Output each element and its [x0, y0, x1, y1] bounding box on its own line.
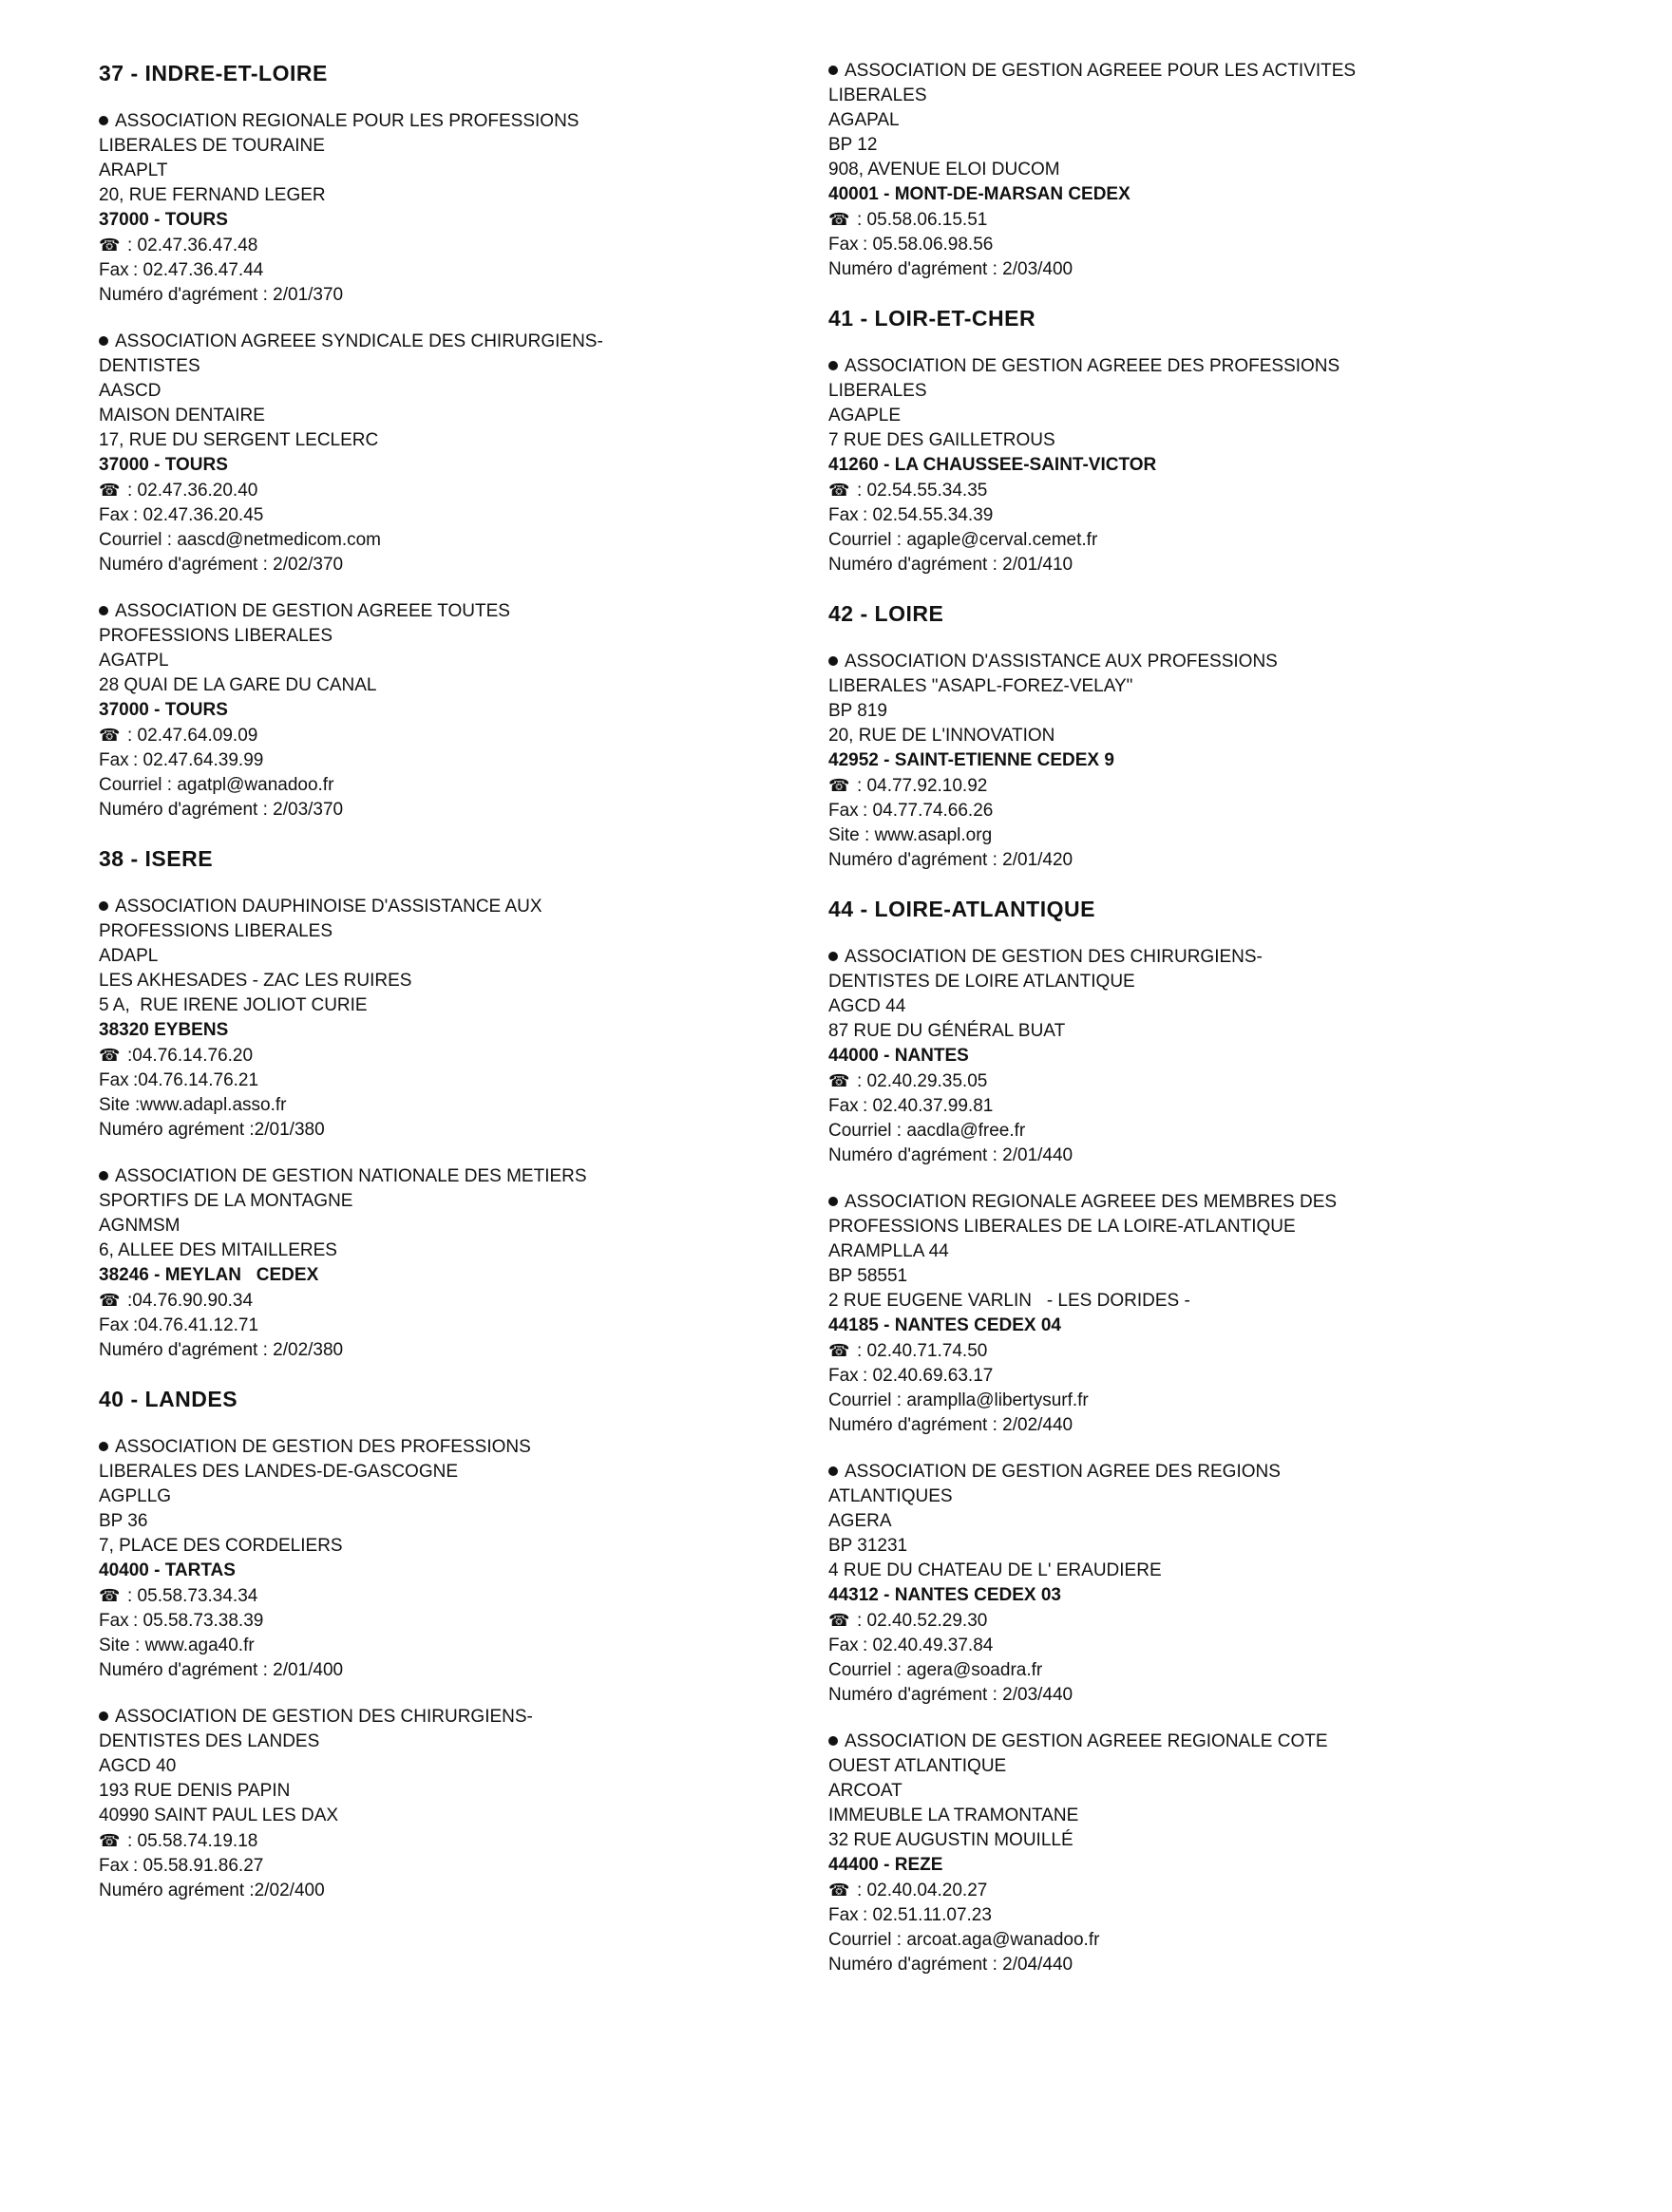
phone-line [828, 478, 1588, 503]
association-entry [828, 59, 1588, 282]
acronym: AGPLLG [99, 1486, 172, 1506]
acronym: ARAPLT [99, 161, 168, 180]
fax-label: Fax [828, 1635, 859, 1655]
telephone-icon: ☎ [828, 776, 850, 795]
agrement-number: Numéro d'agrément : 2/03/400 [828, 259, 1074, 279]
phone-line [828, 1878, 1588, 1903]
postal-city: 40990 SAINT PAUL LES DAX [99, 1806, 339, 1825]
association-name-text: ASSOCIATION D'ASSISTANCE AUX PROFESSIONS [845, 652, 1278, 671]
phone-line [828, 773, 1588, 799]
association-entry [828, 1730, 1588, 1977]
address-line: BP 58551 [828, 1266, 908, 1286]
department-heading: 38 - ISERE [99, 846, 214, 871]
association-entry [99, 599, 783, 822]
fax-label: Fax [99, 260, 129, 280]
telephone-icon: ☎ [828, 481, 850, 500]
bullet-icon [828, 361, 838, 370]
postal-city: 44400 - REZE [828, 1855, 943, 1875]
association-name [99, 1164, 783, 1189]
phone-number: : 05.58.06.15.51 [857, 210, 988, 230]
association-name-cont: PROFESSIONS LIBERALES [99, 626, 333, 646]
agrement-number: Numéro d'agrément : 2/03/370 [99, 800, 344, 820]
postal-city: 40001 - MONT-DE-MARSAN CEDEX [828, 184, 1130, 204]
bullet-icon [99, 1442, 108, 1451]
department-heading: 37 - INDRE-ET-LOIRE [99, 61, 328, 85]
association-name [828, 650, 1588, 674]
contact-line: Courriel : agaple@cerval.cemet.fr [828, 530, 1098, 550]
acronym: AGATPL [99, 651, 169, 671]
acronym: AGCD 44 [828, 996, 906, 1016]
acronym: ARCOAT [828, 1781, 902, 1801]
agrement-number: Numéro d'agrément : 2/01/440 [828, 1145, 1074, 1165]
association-name-text: ASSOCIATION DE GESTION NATIONALE DES METIERS [115, 1166, 587, 1186]
association-name-cont: SPORTIFS DE LA MONTAGNE [99, 1191, 353, 1211]
fax-line [828, 503, 1588, 528]
bullet-icon [828, 1736, 838, 1746]
association-name [99, 109, 783, 134]
phone-number: : 05.58.73.34.34 [127, 1586, 258, 1606]
acronym: AGAPAL [828, 110, 900, 130]
association-name-cont: PROFESSIONS LIBERALES [99, 921, 333, 941]
fax-label: Fax [828, 1905, 859, 1925]
contact-line: Courriel : agera@soadra.fr [828, 1660, 1043, 1680]
bullet-icon [99, 336, 108, 346]
postal-city: 42952 - SAINT-ETIENNE CEDEX 9 [828, 750, 1114, 770]
address-line: BP 12 [828, 135, 878, 155]
phone-number: :04.76.14.76.20 [127, 1046, 254, 1066]
postal-city: 37000 - TOURS [99, 210, 228, 230]
association-name-cont: DENTISTES DE LOIRE ATLANTIQUE [828, 972, 1135, 992]
fax-label: Fax [99, 750, 129, 770]
association-name [99, 895, 783, 919]
phone-number: : 02.40.29.35.05 [857, 1071, 988, 1091]
fax-line [99, 1854, 783, 1879]
address-line: 2 RUE EUGENE VARLIN - LES DORIDES - [828, 1291, 1190, 1311]
postal-city: 41260 - LA CHAUSSEE-SAINT-VICTOR [828, 455, 1157, 475]
telephone-icon: ☎ [99, 236, 121, 255]
department-heading: 40 - LANDES [99, 1387, 238, 1411]
association-name-cont: DENTISTES [99, 356, 200, 376]
association-entry [99, 1705, 783, 1903]
association-entry [99, 895, 783, 1143]
association-name-cont: PROFESSIONS LIBERALES DE LA LOIRE-ATLANTIQUE [828, 1217, 1296, 1237]
bullet-icon [99, 1711, 108, 1721]
fax-line [828, 799, 1588, 823]
association-name-cont: LIBERALES DE TOURAINE [99, 136, 325, 156]
association-entry [828, 354, 1588, 577]
fax-line [99, 1068, 783, 1093]
bullet-icon [99, 606, 108, 615]
association-entry [99, 109, 783, 308]
phone-number: : 02.54.55.34.35 [857, 481, 988, 501]
department-heading: 41 - LOIR-ET-CHER [828, 306, 1036, 331]
fax-number: : 02.40.49.37.84 [863, 1635, 994, 1655]
fax-number: : 02.51.11.07.23 [863, 1905, 992, 1925]
bullet-icon [828, 1466, 838, 1476]
fax-line [99, 748, 783, 773]
fax-line [99, 258, 783, 283]
agrement-number: Numéro d'agrément : 2/01/410 [828, 555, 1074, 575]
postal-city: 40400 - TARTAS [99, 1560, 236, 1580]
fax-label: Fax [99, 1856, 129, 1876]
association-name [828, 1460, 1588, 1484]
address-line: 5 A, RUE IRENE JOLIOT CURIE [99, 995, 368, 1015]
contact-line: Site : www.asapl.org [828, 825, 993, 845]
association-name-text: ASSOCIATION DE GESTION AGREEE REGIONALE COTE [845, 1731, 1328, 1751]
contact-line: Courriel : arcoat.aga@wanadoo.fr [828, 1930, 1100, 1950]
address-line: 4 RUE DU CHATEAU DE L' ERAUDIERE [828, 1560, 1162, 1580]
association-name [828, 354, 1588, 379]
phone-line [99, 1043, 783, 1068]
fax-line [828, 1364, 1588, 1389]
phone-line [99, 1583, 783, 1609]
fax-line [99, 503, 783, 528]
association-name-cont: LIBERALES [828, 85, 927, 105]
fax-label: Fax [99, 1611, 129, 1631]
postal-city: 37000 - TOURS [99, 700, 228, 720]
fax-label: Fax [99, 1315, 129, 1335]
address-line: 17, RUE DU SERGENT LECLERC [99, 430, 379, 450]
phone-number: : 04.77.92.10.92 [857, 776, 988, 796]
acronym: AGNMSM [99, 1216, 180, 1236]
association-name-cont: DENTISTES DES LANDES [99, 1731, 320, 1751]
association-name-text: ASSOCIATION DE GESTION AGREE DES REGIONS [845, 1462, 1281, 1482]
fax-number: : 04.77.74.66.26 [863, 801, 994, 821]
department-heading: 42 - LOIRE [828, 601, 944, 626]
contact-line: Courriel : aramplla@libertysurf.fr [828, 1390, 1089, 1410]
fax-number: : 05.58.06.98.56 [863, 235, 994, 255]
fax-number: : 05.58.73.38.39 [133, 1611, 264, 1631]
bullet-icon [99, 116, 108, 125]
phone-line [828, 1608, 1588, 1634]
association-name [828, 1190, 1588, 1215]
phone-line [99, 723, 783, 748]
fax-number: :04.76.14.76.21 [133, 1070, 259, 1090]
telephone-icon: ☎ [99, 726, 121, 745]
association-name-text: ASSOCIATION REGIONALE POUR LES PROFESSIONS [115, 111, 580, 131]
phone-line [99, 1288, 783, 1314]
contact-line: Courriel : aascd@netmedicom.com [99, 530, 382, 550]
fax-number: : 02.47.36.20.45 [133, 505, 264, 525]
address-line: 20, RUE FERNAND LEGER [99, 185, 326, 205]
telephone-icon: ☎ [99, 481, 121, 500]
bullet-icon [99, 901, 108, 911]
agrement-number: Numéro d'agrément : 2/01/370 [99, 285, 344, 305]
address-line: LES AKHESADES - ZAC LES RUIRES [99, 971, 412, 991]
phone-number: : 05.58.74.19.18 [127, 1831, 258, 1851]
acronym: ADAPL [99, 946, 159, 966]
association-name-text: ASSOCIATION DE GESTION AGREEE DES PROFESSIONS [845, 356, 1340, 376]
fax-number: : 02.40.37.99.81 [863, 1096, 994, 1116]
agrement-number: Numéro d'agrément : 2/04/440 [828, 1955, 1074, 1975]
fax-label: Fax [828, 235, 859, 255]
postal-city: 38320 EYBENS [99, 1020, 229, 1040]
address-line: 908, AVENUE ELOI DUCOM [828, 160, 1060, 180]
fax-label: Fax [828, 1366, 859, 1386]
acronym: ARAMPLLA 44 [828, 1241, 949, 1261]
association-name-text: ASSOCIATION DE GESTION AGREEE POUR LES ACTIVITES [845, 61, 1357, 81]
telephone-icon: ☎ [99, 1831, 121, 1850]
association-name-cont: LIBERALES [828, 381, 927, 401]
acronym: AGERA [828, 1511, 892, 1531]
acronym: AGCD 40 [99, 1756, 177, 1776]
fax-line [828, 1094, 1588, 1119]
contact-line: Site :www.adapl.asso.fr [99, 1095, 287, 1115]
fax-label: Fax [99, 505, 129, 525]
address-line: BP 31231 [828, 1536, 908, 1556]
association-entry [99, 1164, 783, 1363]
association-entry [828, 1460, 1588, 1708]
bullet-icon [828, 66, 838, 75]
address-line: 87 RUE DU GÉNÉRAL BUAT [828, 1021, 1066, 1041]
fax-label: Fax [99, 1070, 129, 1090]
acronym: BP 819 [828, 701, 887, 721]
fax-label: Fax [828, 505, 859, 525]
acronym: AGAPLE [828, 406, 902, 425]
acronym: AASCD [99, 381, 162, 401]
phone-line [99, 1828, 783, 1854]
association-name [828, 59, 1588, 84]
association-name-cont: LIBERALES "ASAPL-FOREZ-VELAY" [828, 676, 1133, 696]
association-name-cont: LIBERALES DES LANDES-DE-GASCOGNE [99, 1462, 458, 1482]
telephone-icon: ☎ [99, 1291, 121, 1310]
address-line: 7, PLACE DES CORDELIERS [99, 1536, 343, 1556]
association-entry [828, 945, 1588, 1168]
address-line: 193 RUE DENIS PAPIN [99, 1781, 291, 1801]
association-name [99, 1705, 783, 1730]
address-line: 20, RUE DE L'INNOVATION [828, 726, 1055, 746]
telephone-icon: ☎ [828, 1881, 850, 1900]
address-line: IMMEUBLE LA TRAMONTANE [828, 1806, 1079, 1825]
phone-line [828, 1068, 1588, 1094]
association-entry [99, 330, 783, 577]
telephone-icon: ☎ [828, 1341, 850, 1360]
fax-number: :04.76.41.12.71 [133, 1315, 259, 1335]
phone-line [99, 478, 783, 503]
address-line: MAISON DENTAIRE [99, 406, 265, 425]
contact-line: Courriel : agatpl@wanadoo.fr [99, 775, 334, 795]
contact-line: Site : www.aga40.fr [99, 1635, 255, 1655]
association-name-cont: OUEST ATLANTIQUE [828, 1756, 1007, 1776]
postal-city: 38246 - MEYLAN CEDEX [99, 1265, 319, 1285]
bullet-icon [828, 656, 838, 666]
association-name-text: ASSOCIATION REGIONALE AGREEE DES MEMBRES DES [845, 1192, 1338, 1212]
right-column [828, 59, 1588, 1999]
association-entry [828, 650, 1588, 873]
fax-number: : 05.58.91.86.27 [133, 1856, 264, 1876]
fax-number: : 02.47.36.47.44 [133, 260, 264, 280]
agrement-number: Numéro agrément :2/02/400 [99, 1881, 325, 1900]
agrement-number: Numéro d'agrément : 2/02/440 [828, 1415, 1074, 1435]
phone-number: : 02.40.52.29.30 [857, 1611, 988, 1631]
telephone-icon: ☎ [99, 1046, 121, 1065]
phone-number: : 02.47.64.09.09 [127, 726, 258, 746]
agrement-number: Numéro d'agrément : 2/03/440 [828, 1685, 1074, 1705]
fax-line [828, 1634, 1588, 1658]
association-name-text: ASSOCIATION DE GESTION DES PROFESSIONS [115, 1437, 531, 1457]
telephone-icon: ☎ [99, 1586, 121, 1605]
telephone-icon: ☎ [828, 1071, 850, 1090]
fax-line [828, 1903, 1588, 1928]
address-line: 6, ALLEE DES MITAILLERES [99, 1240, 337, 1260]
fax-line [828, 233, 1588, 257]
address-line: 7 RUE DES GAILLETROUS [828, 430, 1055, 450]
association-name [99, 599, 783, 624]
association-name-text: ASSOCIATION DE GESTION AGREEE TOUTES [115, 601, 510, 621]
association-entry [99, 1435, 783, 1683]
left-column [99, 59, 783, 1925]
fax-line [99, 1609, 783, 1634]
association-name [828, 1730, 1588, 1754]
telephone-icon: ☎ [828, 210, 850, 229]
bullet-icon [828, 952, 838, 961]
phone-line [828, 207, 1588, 233]
fax-line [99, 1314, 783, 1338]
address-line: 32 RUE AUGUSTIN MOUILLÉ [828, 1830, 1074, 1850]
agrement-number: Numéro d'agrément : 2/02/380 [99, 1340, 344, 1360]
address-line: BP 36 [99, 1511, 148, 1531]
postal-city: 44000 - NANTES [828, 1046, 969, 1066]
phone-line [99, 233, 783, 258]
fax-number: : 02.54.55.34.39 [863, 505, 994, 525]
association-name-text: ASSOCIATION DE GESTION DES CHIRURGIENS- [845, 947, 1263, 967]
fax-label: Fax [828, 1096, 859, 1116]
association-name [99, 1435, 783, 1460]
phone-number: : 02.47.36.20.40 [127, 481, 258, 501]
association-name-text: ASSOCIATION AGREEE SYNDICALE DES CHIRURGIENS- [115, 331, 603, 351]
phone-number: : 02.47.36.47.48 [127, 236, 258, 255]
association-entry [828, 1190, 1588, 1438]
agrement-number: Numéro d'agrément : 2/02/370 [99, 555, 344, 575]
fax-number: : 02.47.64.39.99 [133, 750, 264, 770]
association-name-text: ASSOCIATION DAUPHINOISE D'ASSISTANCE AUX [115, 897, 542, 917]
postal-city: 44312 - NANTES CEDEX 03 [828, 1585, 1061, 1605]
phone-number: :04.76.90.90.34 [127, 1291, 254, 1311]
address-line: 28 QUAI DE LA GARE DU CANAL [99, 675, 377, 695]
bullet-icon [828, 1197, 838, 1206]
association-name-text: ASSOCIATION DE GESTION DES CHIRURGIENS- [115, 1707, 533, 1727]
phone-line [828, 1338, 1588, 1364]
phone-number: : 02.40.71.74.50 [857, 1341, 988, 1361]
bullet-icon [99, 1171, 108, 1181]
phone-number: : 02.40.04.20.27 [857, 1881, 988, 1900]
postal-city: 37000 - TOURS [99, 455, 228, 475]
fax-label: Fax [828, 801, 859, 821]
fax-number: : 02.40.69.63.17 [863, 1366, 994, 1386]
agrement-number: Numéro d'agrément : 2/01/420 [828, 850, 1074, 870]
contact-line: Courriel : aacdla@free.fr [828, 1121, 1026, 1141]
association-name [828, 945, 1588, 970]
postal-city: 44185 - NANTES CEDEX 04 [828, 1315, 1061, 1335]
agrement-number: Numéro agrément :2/01/380 [99, 1120, 325, 1140]
association-name [99, 330, 783, 354]
agrement-number: Numéro d'agrément : 2/01/400 [99, 1660, 344, 1680]
association-name-cont: ATLANTIQUES [828, 1486, 953, 1506]
telephone-icon: ☎ [828, 1611, 850, 1630]
department-heading: 44 - LOIRE-ATLANTIQUE [828, 897, 1095, 921]
